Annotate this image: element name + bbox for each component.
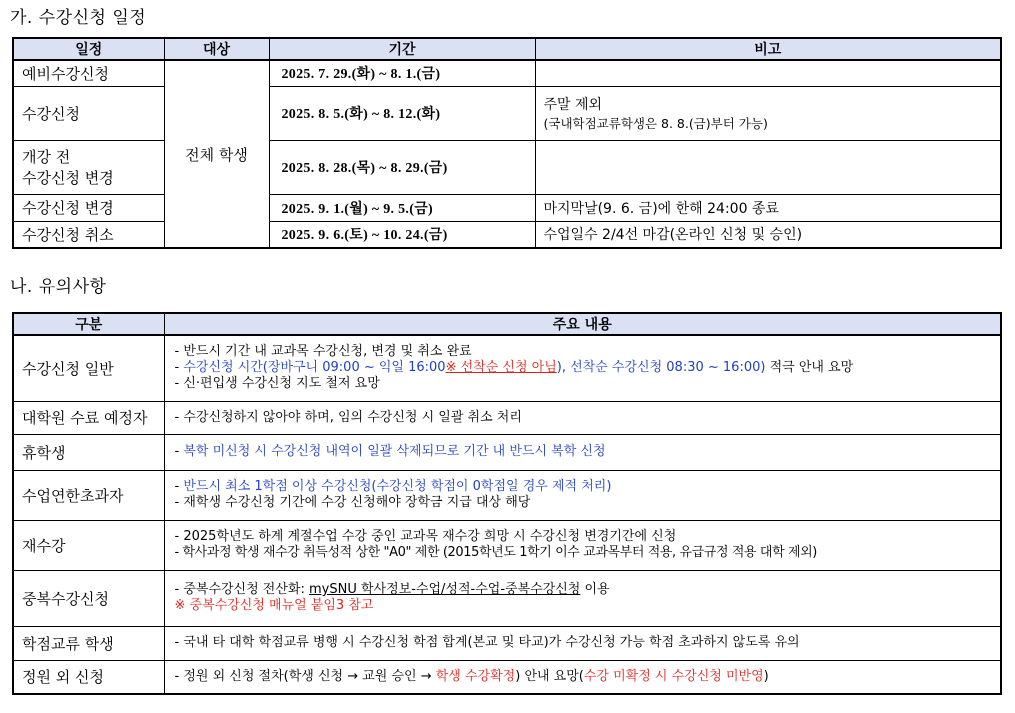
table-row <box>13 434 1001 470</box>
content-cell <box>164 335 1001 401</box>
header-category: 구분 <box>13 313 164 335</box>
table-row <box>13 520 1001 570</box>
content-line: - 국내 타 대학 학점교류 병행 시 수강신청 학점 합계(본교 및 타교)가 수강신청 가능 학점 초과하지 않도록 유의 <box>174 635 800 650</box>
section-a-title: 가. 수강신청 일정 <box>10 8 147 28</box>
content-line: - 신·편입생 수강신청 지도 철저 요망 <box>174 376 380 392</box>
table-row <box>13 335 1001 401</box>
schedule-line: 개강 전 <box>22 148 71 166</box>
table-row <box>13 221 1001 248</box>
content-line <box>175 444 1001 460</box>
dash: - <box>174 479 184 494</box>
note-cell: 마지막날(9. 6. 금)에 한해 24:00 종료 <box>535 194 1001 221</box>
plain-text: - 정원 외 신청 절차(학생 신청 → 교원 승인 → <box>174 668 436 684</box>
plain-text: ) <box>763 668 769 684</box>
schedule-cell: 수강신청 <box>13 86 164 140</box>
content-cell <box>164 434 1001 470</box>
content-cell <box>164 520 1001 570</box>
content-cell <box>164 570 1001 626</box>
header-content: 주요 내용 <box>164 313 1001 335</box>
period-cell: 2025. 8. 28.(목) ~ 8. 29.(금) <box>269 140 535 194</box>
content-line: - 수강신청하지 않아야 하며, 임의 수강신청 시 일괄 취소 처리 <box>174 409 522 425</box>
notes-table <box>12 312 1002 695</box>
content-cell <box>164 626 1001 660</box>
table-row <box>13 86 1001 140</box>
content-line: ※ 중복수강신청 매뉴얼 붙임3 참고 <box>174 598 374 613</box>
schedule-cell: 수강신청 취소 <box>13 221 164 248</box>
content-cell <box>164 660 1001 694</box>
category-cell: 중복수강신청 <box>13 570 164 626</box>
table-row <box>13 626 1001 660</box>
red-text: 학생 수강확정 <box>435 668 516 684</box>
red-text: 수강 미확정 시 수강신청 미반영 <box>583 668 764 684</box>
category-cell: 학점교류 학생 <box>13 626 164 660</box>
plain-text: - 중복수강신청 전산화: <box>174 582 309 597</box>
content-cell <box>164 470 1001 520</box>
note-cell: 수업일수 2/4선 마감(온라인 신청 및 승인) <box>535 221 1001 248</box>
content-line: - 학사과정 학생 재수강 취득성적 상한 "A0" 제한 (2015학년도 1학기 이수 교과목부터 적용, 유급규정 적용 대학 제외) <box>174 545 817 560</box>
category-cell: 정원 외 신청 <box>13 660 164 694</box>
note-cell <box>535 60 1001 86</box>
header-target: 대상 <box>164 38 269 60</box>
content-line: - 2025학년도 하계 계절수업 수강 중인 교과목 재수강 희망 시 수강신청 변경기간에 신청 <box>174 529 677 544</box>
blue-text: 수강신청 시간(장바구니 09:00 ~ 익일 16:00 <box>183 360 446 376</box>
content-line <box>175 669 1001 685</box>
table-row <box>13 401 1001 434</box>
table-row <box>13 470 1001 520</box>
table-row <box>13 140 1001 194</box>
schedule-table <box>12 37 1002 249</box>
notes-header-row <box>13 313 1001 335</box>
content-line <box>175 479 1001 495</box>
dash: - <box>174 444 184 459</box>
red-text: ※ 선착순 신청 아님 <box>445 360 557 376</box>
table-row <box>13 660 1001 694</box>
plain-text: 이용 <box>580 582 610 597</box>
content-line <box>175 360 1001 376</box>
category-cell: 대학원 수료 예정자 <box>13 401 164 434</box>
header-note: 비고 <box>535 38 1001 60</box>
period-cell: 2025. 7. 29.(화) ~ 8. 1.(금) <box>269 60 535 86</box>
schedule-cell <box>13 140 164 194</box>
table-row <box>13 570 1001 626</box>
note-line: 주말 제외 <box>543 97 603 113</box>
content-line: - 재학생 수강신청 기간에 수강 신청해야 장학금 지급 대상 해당 <box>174 495 531 510</box>
table-row <box>13 60 1001 86</box>
blue-text: 복학 미신청 시 수강신청 내역이 일괄 삭제되므로 기간 내 반드시 복학 신청 <box>183 444 606 459</box>
dash: - <box>174 360 184 376</box>
header-period: 기간 <box>269 38 535 60</box>
blue-text: ), 선착순 수강신청 08:30 ~ 16:00) <box>556 360 766 376</box>
schedule-line: 수강신청 변경 <box>22 169 114 187</box>
menu-path-text: mySNU 학사정보-수업/성적-수업-중복수강신청 <box>309 582 581 597</box>
category-cell: 수업연한초과자 <box>13 470 164 520</box>
period-cell: 2025. 9. 6.(토) ~ 10. 24.(금) <box>269 221 535 248</box>
note-line: (국내학점교류학생은 8. 8.(금)부터 가능) <box>543 116 768 131</box>
schedule-cell: 예비수강신청 <box>13 60 164 86</box>
category-cell: 휴학생 <box>13 434 164 470</box>
header-schedule: 일정 <box>13 38 164 60</box>
content-line: - 반드시 기간 내 교과목 수강신청, 변경 및 취소 완료 <box>174 344 472 360</box>
category-cell: 수강신청 일반 <box>13 335 164 401</box>
content-cell <box>164 401 1001 434</box>
period-cell: 2025. 9. 1.(월) ~ 9. 5.(금) <box>269 194 535 221</box>
plain-text: 적극 안내 요망 <box>765 360 854 376</box>
schedule-header-row <box>13 38 1001 60</box>
plain-text: ) 안내 요망( <box>515 668 584 684</box>
table-row <box>13 194 1001 221</box>
target-cell: 전체 학생 <box>164 60 269 248</box>
note-cell <box>535 86 1001 140</box>
category-cell: 재수강 <box>13 520 164 570</box>
section-b-title: 나. 유의사항 <box>10 277 107 297</box>
blue-text: 반드시 최소 1학점 이상 수강신청(수강신청 학점이 0학점일 경우 제적 처리) <box>183 479 612 494</box>
content-line <box>175 582 1001 598</box>
note-cell <box>535 140 1001 194</box>
schedule-cell: 수강신청 변경 <box>13 194 164 221</box>
period-cell: 2025. 8. 5.(화) ~ 8. 12.(화) <box>269 86 535 140</box>
